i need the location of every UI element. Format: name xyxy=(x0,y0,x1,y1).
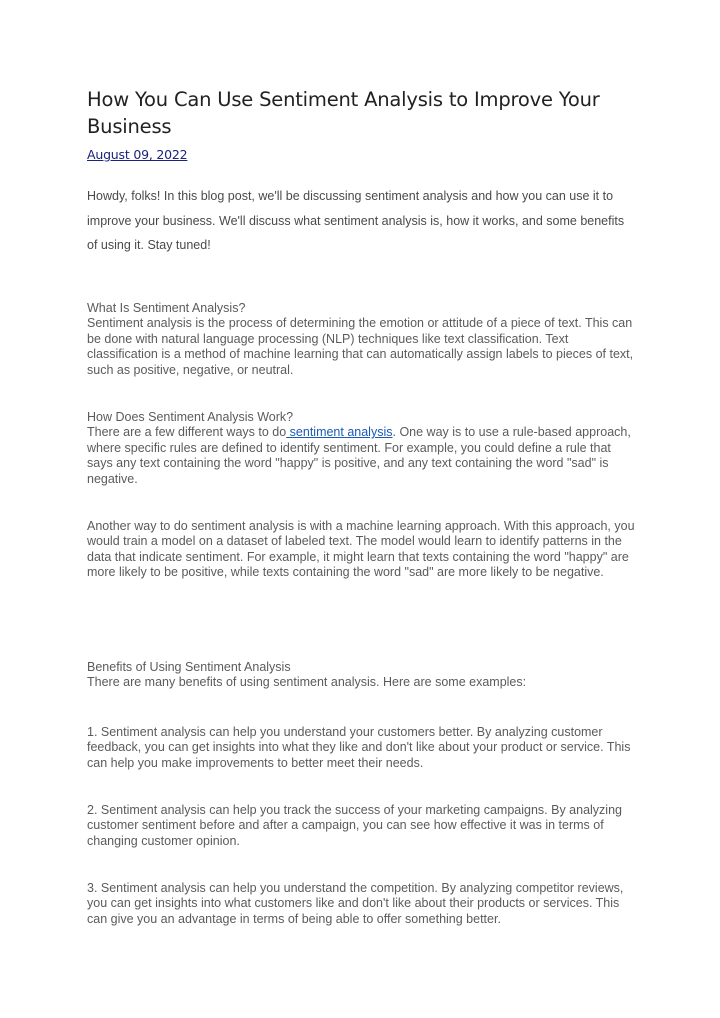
section-heading: Benefits of Using Sentiment Analysis xyxy=(87,660,291,674)
section-body: There are many benefits of using sentiment analysis. Here are some examples: xyxy=(87,675,527,690)
section-how-paragraph-2 xyxy=(87,519,637,581)
section-benefits xyxy=(87,660,637,691)
body-text-before-link: There are a few different ways to do xyxy=(87,425,287,440)
benefit-text: 1. Sentiment analysis can help you understand your customers better. By analyzing customer feedback, you can get insights into what they like and don't like about your product or service. This can help you make improvements to better meet their needs. xyxy=(87,725,631,770)
section-body xyxy=(87,425,637,487)
section-heading: What Is Sentiment Analysis? xyxy=(87,301,246,315)
benefit-item-1 xyxy=(87,725,637,771)
section-heading: How Does Sentiment Analysis Work? xyxy=(87,410,294,424)
post-date-link[interactable]: August 09, 2022 xyxy=(87,147,188,162)
post-title: How You Can Use Sentiment Analysis to Improve Your Business xyxy=(87,88,600,138)
benefit-item-3 xyxy=(87,881,637,927)
body-text-after-link: . One way is to use a rule-based approach, where specific rules are defined to identify sentiment. For example, you could define a rule that says any text containing the word "happy" is positive, and any text containing the word "sad" is negative. xyxy=(87,425,631,486)
section-how-it-works xyxy=(87,410,637,487)
section-body: Sentiment analysis is the process of determining the emotion or attitude of a piece of text. This can be done with natural language processing (NLP) techniques like text classification. Text classification is a method of machine learning that can automatically assign labels to pieces of text, such as positive, negative, or neutral. xyxy=(87,316,634,377)
post-intro: Howdy, folks! In this blog post, we'll be discussing sentiment analysis and how you can use it to improve your business. We'll discuss what sentiment analysis is, how it works, and some benefits of using it. Stay tuned! xyxy=(87,189,625,252)
section-what-is xyxy=(87,301,637,378)
benefit-text: 3. Sentiment analysis can help you understand the competition. By analyzing competitor reviews, you can get insights into what customers like and don't like about their products or services. This can give you an advantage in terms of being able to offer something better. xyxy=(87,881,624,926)
benefit-item-2 xyxy=(87,803,637,849)
section-body: Another way to do sentiment analysis is with a machine learning approach. With this approach, you would train a model on a dataset of labeled text. The model would learn to identify patterns in the data that indicate sentiment. For example, it might learn that texts containing the word "happy" are more likely to be positive, while texts containing the word "sad" are more likely to be negative. xyxy=(87,519,635,580)
sentiment-analysis-link[interactable]: sentiment analysis xyxy=(286,425,393,440)
benefit-text: 2. Sentiment analysis can help you track the success of your marketing campaigns. By analyzing customer sentiment before and after a campaign, you can see how effective it was in terms of changing customer opinion. xyxy=(87,803,622,848)
